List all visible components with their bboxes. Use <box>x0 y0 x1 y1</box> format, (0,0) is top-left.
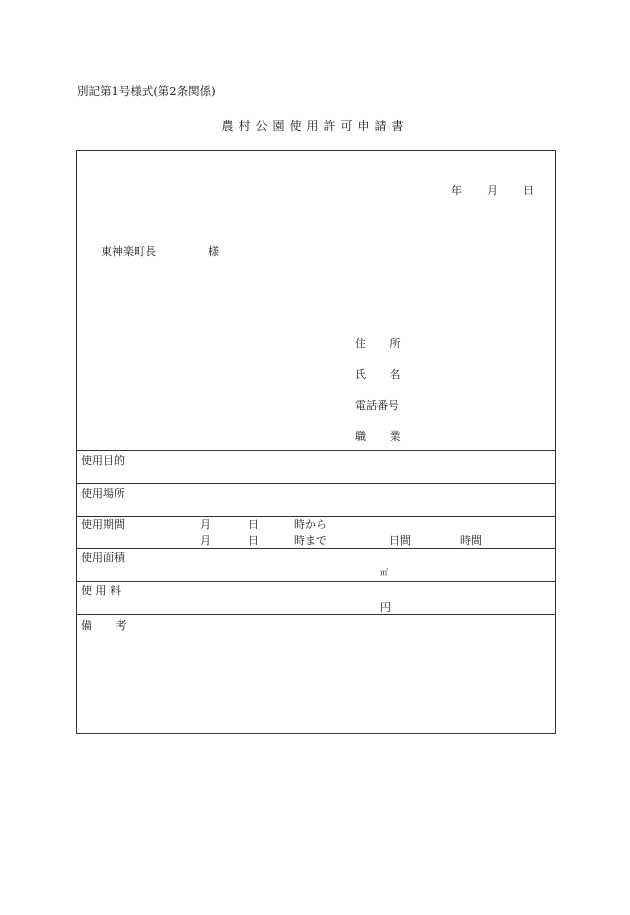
row-divider <box>77 450 555 451</box>
date-year-label: 年 <box>451 184 462 197</box>
usage-area-label: 使用面積 <box>81 551 125 564</box>
period-end-day: 日 <box>248 534 259 547</box>
period-end-time: 時まで <box>294 534 327 547</box>
row-divider <box>77 581 555 582</box>
addressee-honorific: 様 <box>208 245 219 258</box>
row-divider <box>77 614 555 615</box>
usage-fee-label: 使 用 料 <box>81 584 121 597</box>
area-unit: ㎡ <box>380 568 388 577</box>
row-divider <box>77 548 555 549</box>
row-divider <box>77 516 555 517</box>
usage-purpose-label: 使用目的 <box>81 454 125 467</box>
addressee-name: 東神楽町長 <box>101 245 156 258</box>
remarks-label: 備 考 <box>81 619 127 632</box>
form-title: 農村公園使用許可申請書 <box>221 119 409 133</box>
application-form-box <box>76 150 556 734</box>
fee-unit: 円 <box>380 601 391 614</box>
period-hours-label: 時間 <box>460 534 482 547</box>
date-day-label: 日 <box>523 184 534 197</box>
date-month-label: 月 <box>487 184 498 197</box>
row-divider <box>77 483 555 484</box>
period-start-day: 日 <box>248 518 259 531</box>
usage-location-label: 使用場所 <box>81 487 125 500</box>
applicant-address-label: 住 所 <box>355 337 401 350</box>
period-start-month: 月 <box>200 518 211 531</box>
period-end-month: 月 <box>200 534 211 547</box>
period-days-label: 日間 <box>389 534 411 547</box>
form-reference: 別記第1号様式(第2条関係) <box>77 84 216 98</box>
applicant-phone-label: 電話番号 <box>355 399 399 412</box>
usage-period-label: 使用期間 <box>81 518 125 531</box>
period-start-time: 時から <box>294 518 327 531</box>
applicant-name-label: 氏 名 <box>355 368 401 381</box>
applicant-occupation-label: 職 業 <box>355 430 401 443</box>
